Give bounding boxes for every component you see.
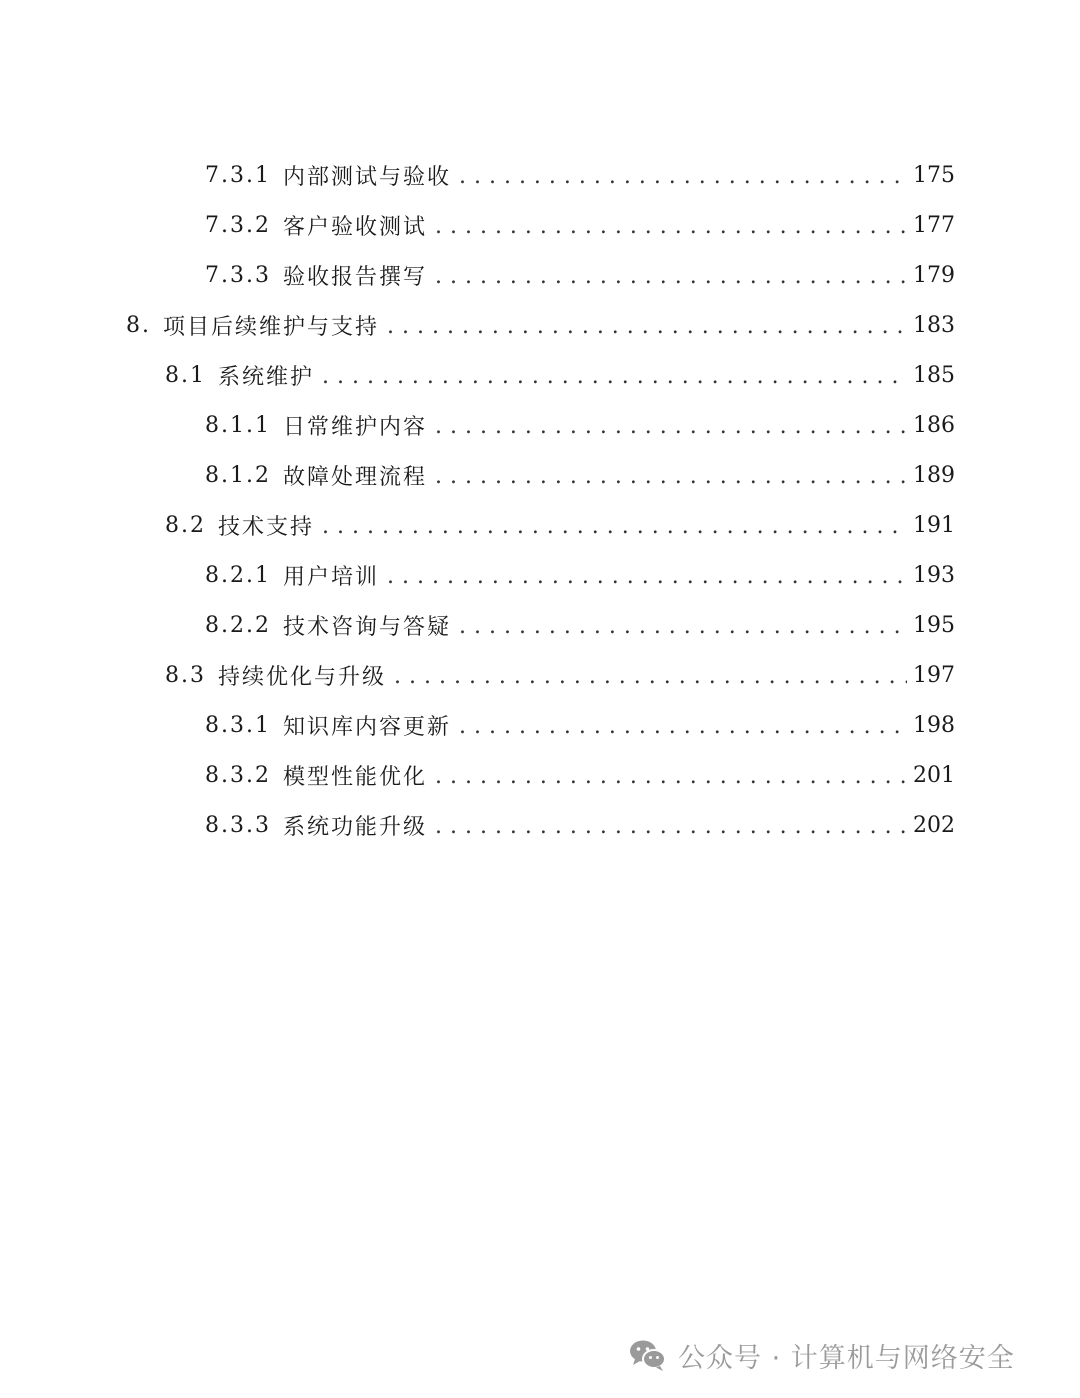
toc-entry-page: 193 <box>913 562 955 588</box>
toc-entry[interactable] <box>205 250 953 300</box>
toc-entry-page: 202 <box>913 812 955 838</box>
toc-entry-title: 系统功能升级 <box>282 814 427 840</box>
toc-entry-number: 8.2.1 <box>205 562 271 588</box>
toc-entry-title: 知识库内容更新 <box>282 714 451 740</box>
toc-entry-page: 201 <box>913 762 955 788</box>
toc-entry-title: 故障处理流程 <box>282 464 427 490</box>
toc-entry-title: 技术支持 <box>218 514 315 540</box>
toc-entry[interactable] <box>165 650 953 700</box>
toc-entry[interactable] <box>205 400 953 450</box>
wechat-icon <box>628 1338 668 1372</box>
toc-entry-number: 8.2 <box>165 512 206 538</box>
toc-entry-number: 8.1.1 <box>205 412 271 438</box>
toc-dot-leader <box>322 366 907 388</box>
toc-entry-number: 8.3.2 <box>205 762 271 788</box>
toc-entry-page: 183 <box>913 312 955 338</box>
toc-entry-title: 持续优化与升级 <box>218 664 387 690</box>
toc-entry[interactable] <box>126 300 953 350</box>
toc-entry-number: 8.3.3 <box>205 812 271 838</box>
toc-entry[interactable] <box>165 500 953 550</box>
watermark-text: 公众号 · 计算机与网络安全 <box>678 1342 1015 1374</box>
toc-dot-leader <box>435 266 907 288</box>
toc-entry-title: 用户培训 <box>282 564 379 590</box>
toc-dot-leader <box>387 316 907 338</box>
toc-dot-leader <box>435 416 907 438</box>
toc-entry-page: 191 <box>913 512 955 538</box>
toc-entry-page: 198 <box>913 712 955 738</box>
toc-entry-number: 7.3.3 <box>205 262 271 288</box>
toc-entry-page: 197 <box>913 662 955 688</box>
toc-entry-page: 175 <box>913 162 955 188</box>
toc-entry-page: 185 <box>913 362 955 388</box>
toc-entry-title: 系统维护 <box>218 364 315 390</box>
toc-dot-leader <box>394 666 907 688</box>
toc-entry-title: 日常维护内容 <box>282 414 427 440</box>
toc-entry[interactable] <box>205 450 953 500</box>
toc-entry[interactable] <box>205 700 953 750</box>
toc-entry-number: 8.1.2 <box>205 462 271 488</box>
toc-entry-page: 189 <box>913 462 955 488</box>
toc-dot-leader <box>435 766 907 788</box>
toc-entry-title: 模型性能优化 <box>282 764 427 790</box>
toc-entry-title: 技术咨询与答疑 <box>282 614 451 640</box>
toc-entry[interactable] <box>205 800 953 850</box>
toc-dot-leader <box>459 616 907 638</box>
toc-entry-number: 7.3.1 <box>205 162 271 188</box>
toc-dot-leader <box>435 816 907 838</box>
toc-entry-title: 客户验收测试 <box>282 214 427 240</box>
toc-entry[interactable] <box>205 750 953 800</box>
toc-entry-number: 8. <box>126 312 151 338</box>
watermark <box>628 1330 1015 1380</box>
toc-entry[interactable] <box>205 200 953 250</box>
toc-entry[interactable] <box>165 350 953 400</box>
toc-entry-page: 179 <box>913 262 955 288</box>
toc-entry-number: 8.1 <box>165 362 206 388</box>
toc-entry-title: 内部测试与验收 <box>282 164 451 190</box>
toc-entry-title: 验收报告撰写 <box>282 264 427 290</box>
toc-dot-leader <box>387 566 907 588</box>
toc-entry[interactable] <box>205 150 953 200</box>
toc-entry-number: 8.3 <box>165 662 206 688</box>
toc-entry-page: 177 <box>913 212 955 238</box>
toc-dot-leader <box>435 216 907 238</box>
toc-dot-leader <box>459 166 907 188</box>
toc-entry-number: 7.3.2 <box>205 212 271 238</box>
toc-dot-leader <box>459 716 907 738</box>
toc-entry[interactable] <box>205 600 953 650</box>
toc-entry-number: 8.3.1 <box>205 712 271 738</box>
toc-entry[interactable] <box>205 550 953 600</box>
toc-dot-leader <box>322 516 907 538</box>
toc-entry-title: 项目后续维护与支持 <box>163 314 380 340</box>
toc-entry-number: 8.2.2 <box>205 612 271 638</box>
toc-entry-page: 195 <box>913 612 955 638</box>
toc-entry-page: 186 <box>913 412 955 438</box>
toc-dot-leader <box>435 466 907 488</box>
